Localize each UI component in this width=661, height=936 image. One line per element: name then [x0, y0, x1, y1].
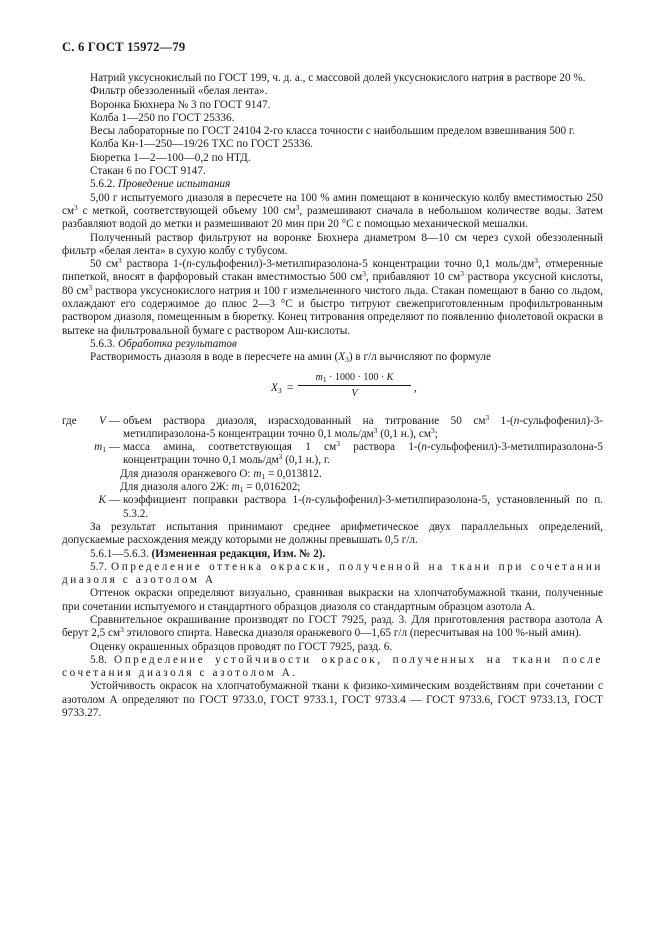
page-header: С. 6 ГОСТ 15972—79: [62, 40, 186, 54]
paragraph: Полученный раствор фильтруют на воронке Бюхнера диаметром 8—10 см через сухой обеззоленный фильтр «белая лента» в сухую колбу с тубусом.: [62, 231, 603, 257]
paragraph: Воронка Бюхнера № 3 по ГОСТ 9147.: [90, 98, 271, 111]
paragraph: 5,00 г испытуемого диазоля в пересчете на 100 % амин помещают в коническую колбу вместимостью 250 $см^3$ с меткой, соответствующей объему 100 $см^3$, размешивают сначала в небольшом количестве воды. Затем разбавляют водой до метки и размешивают 20 мин при 20 °С с помощью механической мешалки.: [62, 191, 603, 231]
paragraph: Растворимость диазоля в воде в пересчете на амин $(X_3)$ в г/л вычисляют по формуле: [90, 351, 491, 365]
paragraph: 50 $см^3$ раствора 1-(п-сульфофенил)-3-метилпиразолона-5 концентрации точно 0,1 моль/$дм^3$, отмеренные пипеткой, вносят в фарфоровый стакан вместимостью 500 $см^3$, прибавляют 10 $см^3$ раствора уксусной кислоты, 80 $см^3$ раствора уксуснокислого натрия и 100 г измельченного чистого льда. Стакан помещают в баню со льдом, охлаждают его содержимое до плюс 2—3 °С и быстро титруют свежеприготовленным профильтрованным раствором диазоля, помещенным в бюретку. Конец титрования определяют по появлению фиолетовой окраски в вытеке на фильтровальной бумаге с раствором Аш-кислоты.: [62, 256, 604, 337]
section-heading-5-7: 5.7. Определение оттенка окраски, полученной на ткани при сочетании диазоля с азотолом А: [62, 560, 604, 587]
paragraph: Сравнительное окрашивание производят по ГОСТ 7925, разд. 3. Для приготовления раствора азотола А берут 2,5 $см^3$ этилового спирта. Навеска диазоля оранжевого 0—1,65 г/л (пересчитывая на 100 %-ный амин).: [62, 613, 603, 640]
formula-numerator: $m_1 \cdot 1000 \cdot 100 \cdot K$: [298, 371, 411, 386]
definition-m1: $m_1$ — масса амина, соответствующая 1 $см^3$ раствора 1-(п-сульфофенил)-3-метилпиразолона-5 концентрации точно 0,1 моль/$дм^3$ (0,1 н.), г.: [94, 439, 603, 467]
paragraph: Стакан 6 по ГОСТ 9147.: [90, 165, 206, 178]
formula-definitions: [62, 412, 604, 521]
section-heading-5-6-2: 5.6.2. Проведение испытания: [90, 178, 231, 191]
definition-K: K — коэффициент поправки раствора 1-(п-сульфофенил)-3-метилпиразолона-5, установленный по п. 5.3.2.: [98, 494, 603, 520]
document-body: [62, 72, 603, 720]
formula-comma: ,: [414, 381, 417, 394]
paragraph: Устойчивость окрасок на хлопчатобумажной ткани к физико-химическим воздействиям при сочетании с азотолом А определяют по ГОСТ 9733.0, ГОСТ 9733.1, ГОСТ 9733.4 — ГОСТ 9733.6, ГОСТ 9733.13, ГОСТ 9733.27.: [62, 680, 603, 720]
amendment-note: 5.6.1—5.6.3. (Измененная редакция, Изм. № 2).: [90, 547, 326, 560]
formula-denominator: V: [351, 387, 358, 399]
paragraph: Фильтр обеззоленный «белая лента».: [90, 85, 268, 98]
paragraph: Весы лабораторные по ГОСТ 24104 2-го класса точности с наибольшим пределом взвешивания 500 г.: [90, 125, 576, 138]
definition-V: где V — объем раствора диазоля, израсходованный на титрование 50 $см^3$ 1-(п-сульфофенил)-3-метилпиразолона-5 концентрации точно 0,1 моль/$дм^3$ (0,1 н.), $см^3$;: [62, 412, 604, 440]
paragraph: Натрий уксуснокислый по ГОСТ 199, ч. д. а., с массовой долей уксуснокислого натрия в растворе 20 %.: [90, 72, 586, 84]
paragraph: Оттенок окраски определяют визуально, сравнивая выкраски на хлопчатобумажной ткани, полученные при сочетании испытуемого и стандартного образцов диазоля со стандартным образцом азотола А.: [62, 587, 603, 613]
solubility-formula: [62, 367, 603, 413]
section-heading-5-6-3: 5.6.3. Обработка результатов: [90, 337, 237, 350]
paragraph: За результат испытания принимают среднее арифметическое двух параллельных определений, допускаемые расхождения между которыми не должны превышать 0,5 г/л.: [62, 520, 603, 547]
paragraph: Колба 1—250 по ГОСТ 25336.: [90, 111, 235, 124]
paragraph: Колба Кн-1—250—19/26 ТХС по ГОСТ 25336.: [90, 138, 313, 151]
formula-lhs: $X_3$: [271, 381, 282, 395]
paragraph: Оценку окрашенных образцов проводят по ГОСТ 7925, разд. 6.: [90, 640, 393, 653]
definition-m1-orange: Для диазоля оранжевого О: $m_1 = 0,013812$.: [120, 467, 322, 481]
formula-equals: =: [287, 381, 294, 394]
formula-fraction: [298, 371, 411, 400]
section-heading-5-8: 5.8. Определение устойчивости окрасок, полученных на ткани после сочетания диазоля с азотолом А.: [62, 653, 604, 680]
paragraph: Бюретка 1—2—100—0,2 по НТД.: [90, 151, 251, 164]
definition-m1-red: Для диазоля алого 2Ж: $m_1 = 0,016202$;: [120, 481, 301, 495]
